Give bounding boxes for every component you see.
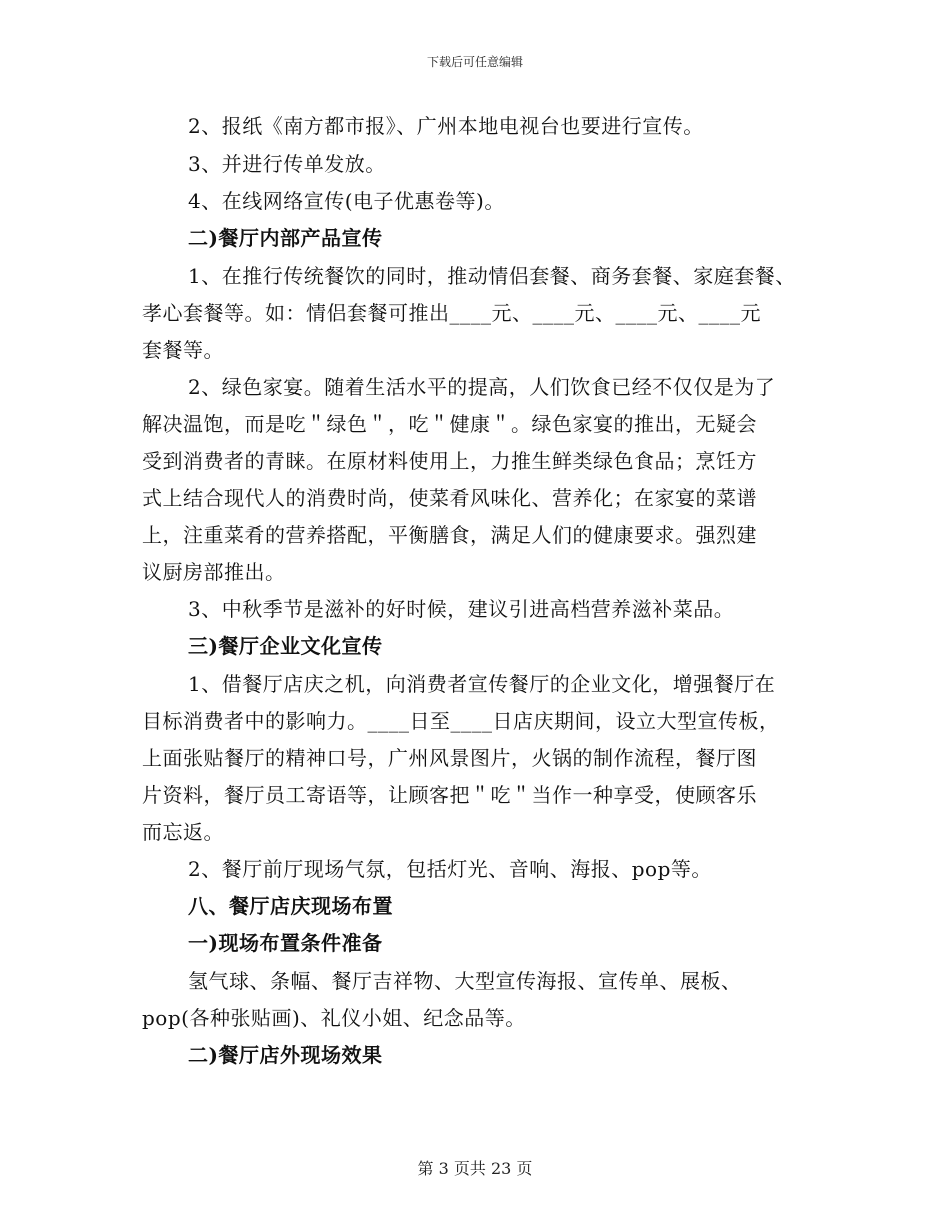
paragraph-line: 片资料，餐厅员工寄语等，让顾客把＂吃＂当作一种享受，使顾客乐 [142, 783, 757, 807]
paragraph-line: 1、借餐厅店庆之机，向消费者宣传餐厅的企业文化，增强餐厅在 [188, 672, 776, 696]
paragraph-line: 目标消费者中的影响力。____日至____日店庆期间，设立大型宣传板， [142, 709, 780, 733]
paragraph-line: 2、报纸《南方都市报》、广州本地电视台也要进行宣传。 [188, 114, 704, 138]
section-heading: 一)现场布置条件准备 [188, 931, 383, 955]
paragraph-line: 议厨房部推出。 [142, 560, 286, 584]
page-header: 下载后可任意编辑 [426, 55, 523, 69]
paragraph-line: 上面张贴餐厅的精神口号，广州风景图片，火锅的制作流程，餐厅图 [142, 746, 757, 770]
page-footer: 第 3 页共 23 页 [417, 1159, 533, 1178]
paragraph-line: 受到消费者的青睐。在原材料使用上，力推生鲜类绿色食品；烹饪方 [142, 449, 757, 473]
paragraph-line: 解决温饱，而是吃＂绿色＂，吃＂健康＂。绿色家宴的推出，无疑会 [142, 412, 757, 436]
paragraph-line: 氢气球、条幅、餐厅吉祥物、大型宣传海报、宣传单、展板、 [188, 969, 742, 993]
paragraph-line: 4、在线网络宣传(电子优惠卷等)。 [188, 189, 505, 213]
paragraph-line: 2、绿色家宴。随着生活水平的提高，人们饮食已经不仅仅是为了 [188, 375, 776, 399]
section-heading: 二)餐厅内部产品宣传 [188, 226, 383, 250]
paragraph-line: 而忘返。 [142, 820, 224, 844]
paragraph-line: 3、中秋季节是滋补的好时候，建议引进高档营养滋补菜品。 [188, 597, 735, 621]
paragraph-line: 3、并进行传单发放。 [188, 152, 386, 176]
section-heading: 二)餐厅店外现场效果 [188, 1043, 383, 1067]
paragraph-line: pop(各种张贴画)、礼仪小姐、纪念品等。 [142, 1006, 526, 1030]
paragraph-line: 式上结合现代人的消费时尚，使菜肴风味化、营养化；在家宴的菜谱 [142, 486, 757, 510]
section-heading: 八、餐厅店庆现场布置 [188, 894, 393, 918]
paragraph-line: 套餐等。 [142, 338, 224, 362]
paragraph-line: 孝心套餐等。如：情侣套餐可推出____元、____元、____元、____元 [142, 301, 761, 325]
paragraph-line: 2、餐厅前厅现场气氛，包括灯光、音响、海报、pop等。 [188, 857, 712, 881]
section-heading: 三)餐厅企业文化宣传 [188, 634, 383, 658]
paragraph-line: 上，注重菜肴的营养搭配，平衡膳食，满足人们的健康要求。强烈建 [142, 523, 757, 547]
paragraph-line: 1、在推行传统餐饮的同时，推动情侣套餐、商务套餐、家庭套餐、 [188, 264, 796, 288]
